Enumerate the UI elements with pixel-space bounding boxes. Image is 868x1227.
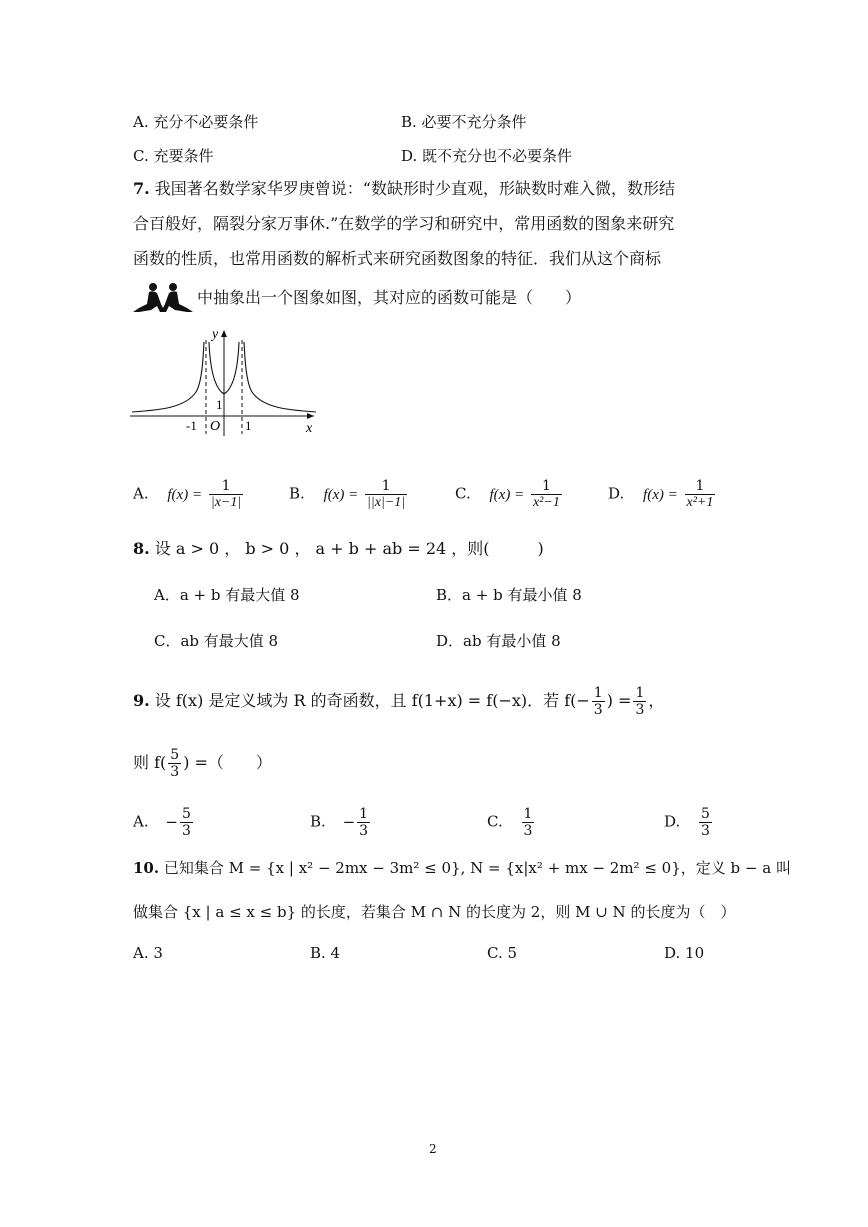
q9-line2-a: 则 f(: [133, 753, 167, 772]
q8-stem-text: 设 a > 0 ， b > 0 ， a + b + ab = 24 ，则( ): [154, 539, 544, 558]
q10-option-c: C. 5: [487, 944, 518, 962]
curve-right-inner: [224, 342, 239, 394]
q8-number: 8.: [133, 539, 150, 558]
q7-option-d-fx: f(x) =: [643, 486, 678, 503]
q7-option-c-label: C.: [455, 484, 471, 503]
q6-option-c: C. 充要条件: [133, 147, 214, 165]
q9-stem: [133, 684, 664, 718]
q7-option-b-frac: $\frac{1}{||x|-1|}$: [367, 478, 406, 510]
q7-option-a-frac: $\frac{1}{|x-1|}$: [210, 478, 242, 510]
q10-number: 10.: [133, 859, 160, 877]
q10-text-1: 已知集合 M = {x | x² − 2mx − 3m² ≤ 0}, N = {x|x² + mx − 2m² ≤ 0}，定义 b − a 叫: [163, 859, 791, 877]
q9-frac-b: $\frac{1}{3}$: [635, 685, 645, 718]
q10-line-2: 做集合 {x | a ≤ x ≤ b} 的长度，若集合 M ∩ N 的长度为 2，则 M ∪ N 的长度为（ ）: [133, 903, 736, 921]
q9-number: 9.: [133, 691, 150, 710]
q10-option-a: A. 3: [133, 944, 163, 962]
q7-line-3: 函数的性质，也常用函数的解析式来研究函数图象的特征．我们从这个商标: [133, 249, 662, 268]
q7-line-2: 合百般好，隔裂分家万事休.”在数学的学习和研究中，常用函数的图象来研究: [133, 214, 675, 233]
q7-line-4: 中抽象出一个图象如图，其对应的函数可能是（ ）: [197, 288, 582, 307]
q7-option-a-label: A.: [133, 484, 149, 503]
q9-frac-a: $\frac{1}{3}$: [593, 685, 603, 718]
q9-stem-b: ) =: [606, 691, 632, 710]
q8-option-a: A．a + b 有最大值 8: [154, 586, 300, 604]
q7-option-d-frac: $\frac{1}{\text{x²+1}}$: [686, 478, 714, 510]
q6-option-b: B. 必要不充分条件: [401, 113, 527, 131]
origin-label: O: [210, 419, 221, 434]
q8-option-d: D．ab 有最小值 8: [436, 632, 561, 650]
q7-option-c-frac: $\frac{1}{\text{x²−1}}$: [532, 478, 560, 510]
q7-number: 7.: [133, 179, 150, 198]
q9-option-d: D. $\frac{5}{3}$: [664, 806, 710, 839]
q7-option-c-fx: f(x) =: [489, 486, 525, 503]
q9-option-a: A. − $\frac{5}{3}$: [133, 806, 191, 839]
q7-option-c: [455, 478, 564, 511]
q9-line-2: [133, 746, 272, 780]
q6-option-a: A. 充分不必要条件: [133, 113, 259, 131]
function-graph: [130, 326, 320, 438]
q9-line2-b: ) =（ ）: [183, 753, 272, 772]
y-one-label: 1: [216, 397, 223, 412]
q7-option-a-fx: f(x) =: [167, 486, 203, 503]
curve-left-outer: [132, 342, 204, 412]
q8-stem: [133, 538, 544, 560]
brand-logo-icon: [131, 282, 195, 314]
q7-option-b-fx: f(x) =: [323, 486, 359, 503]
y-axis-arrow-icon: [221, 330, 227, 337]
x-label: x: [306, 421, 313, 436]
q7-text-1: 我国著名数学家华罗庚曾说：“数缺形时少直观，形缺数时难入微，数形结: [154, 179, 675, 198]
y-label: y: [212, 327, 219, 342]
q10-option-b: B. 4: [310, 944, 341, 962]
q9-stem-c: ，: [648, 691, 665, 710]
q8-option-c: C．ab 有最大值 8: [154, 632, 279, 650]
q7-option-a: [133, 478, 245, 511]
q9-option-b: B. − $\frac{1}{3}$: [310, 806, 369, 839]
q6-option-d: D. 既不充分也不必要条件: [401, 147, 573, 165]
q9-stem-a: 设 f(x) 是定义域为 R 的奇函数，且 f(1+x) = f(−x)．若 f(−: [154, 691, 590, 710]
q10-option-d: D. 10: [664, 944, 705, 962]
page-number: 2: [429, 1142, 437, 1156]
curve-right-outer: [244, 342, 316, 412]
q7-line-1: [133, 178, 675, 200]
q7-option-d: [608, 478, 717, 511]
q8-option-b: B．a + b 有最小值 8: [436, 586, 582, 604]
q7-option-d-label: D.: [608, 484, 625, 503]
q9-option-c: C. $\frac{1}{3}$: [487, 806, 533, 839]
q7-option-b: [289, 478, 409, 511]
q7-option-b-label: B.: [289, 484, 305, 503]
q10-line-1: [133, 857, 791, 879]
q9-frac-53: $\frac{5}{3}$: [170, 747, 180, 780]
neg-one-label: -1: [186, 418, 197, 433]
x-one-label: 1: [245, 418, 252, 433]
x-axis-arrow-icon: [307, 413, 314, 419]
curve-left-inner: [209, 342, 224, 394]
